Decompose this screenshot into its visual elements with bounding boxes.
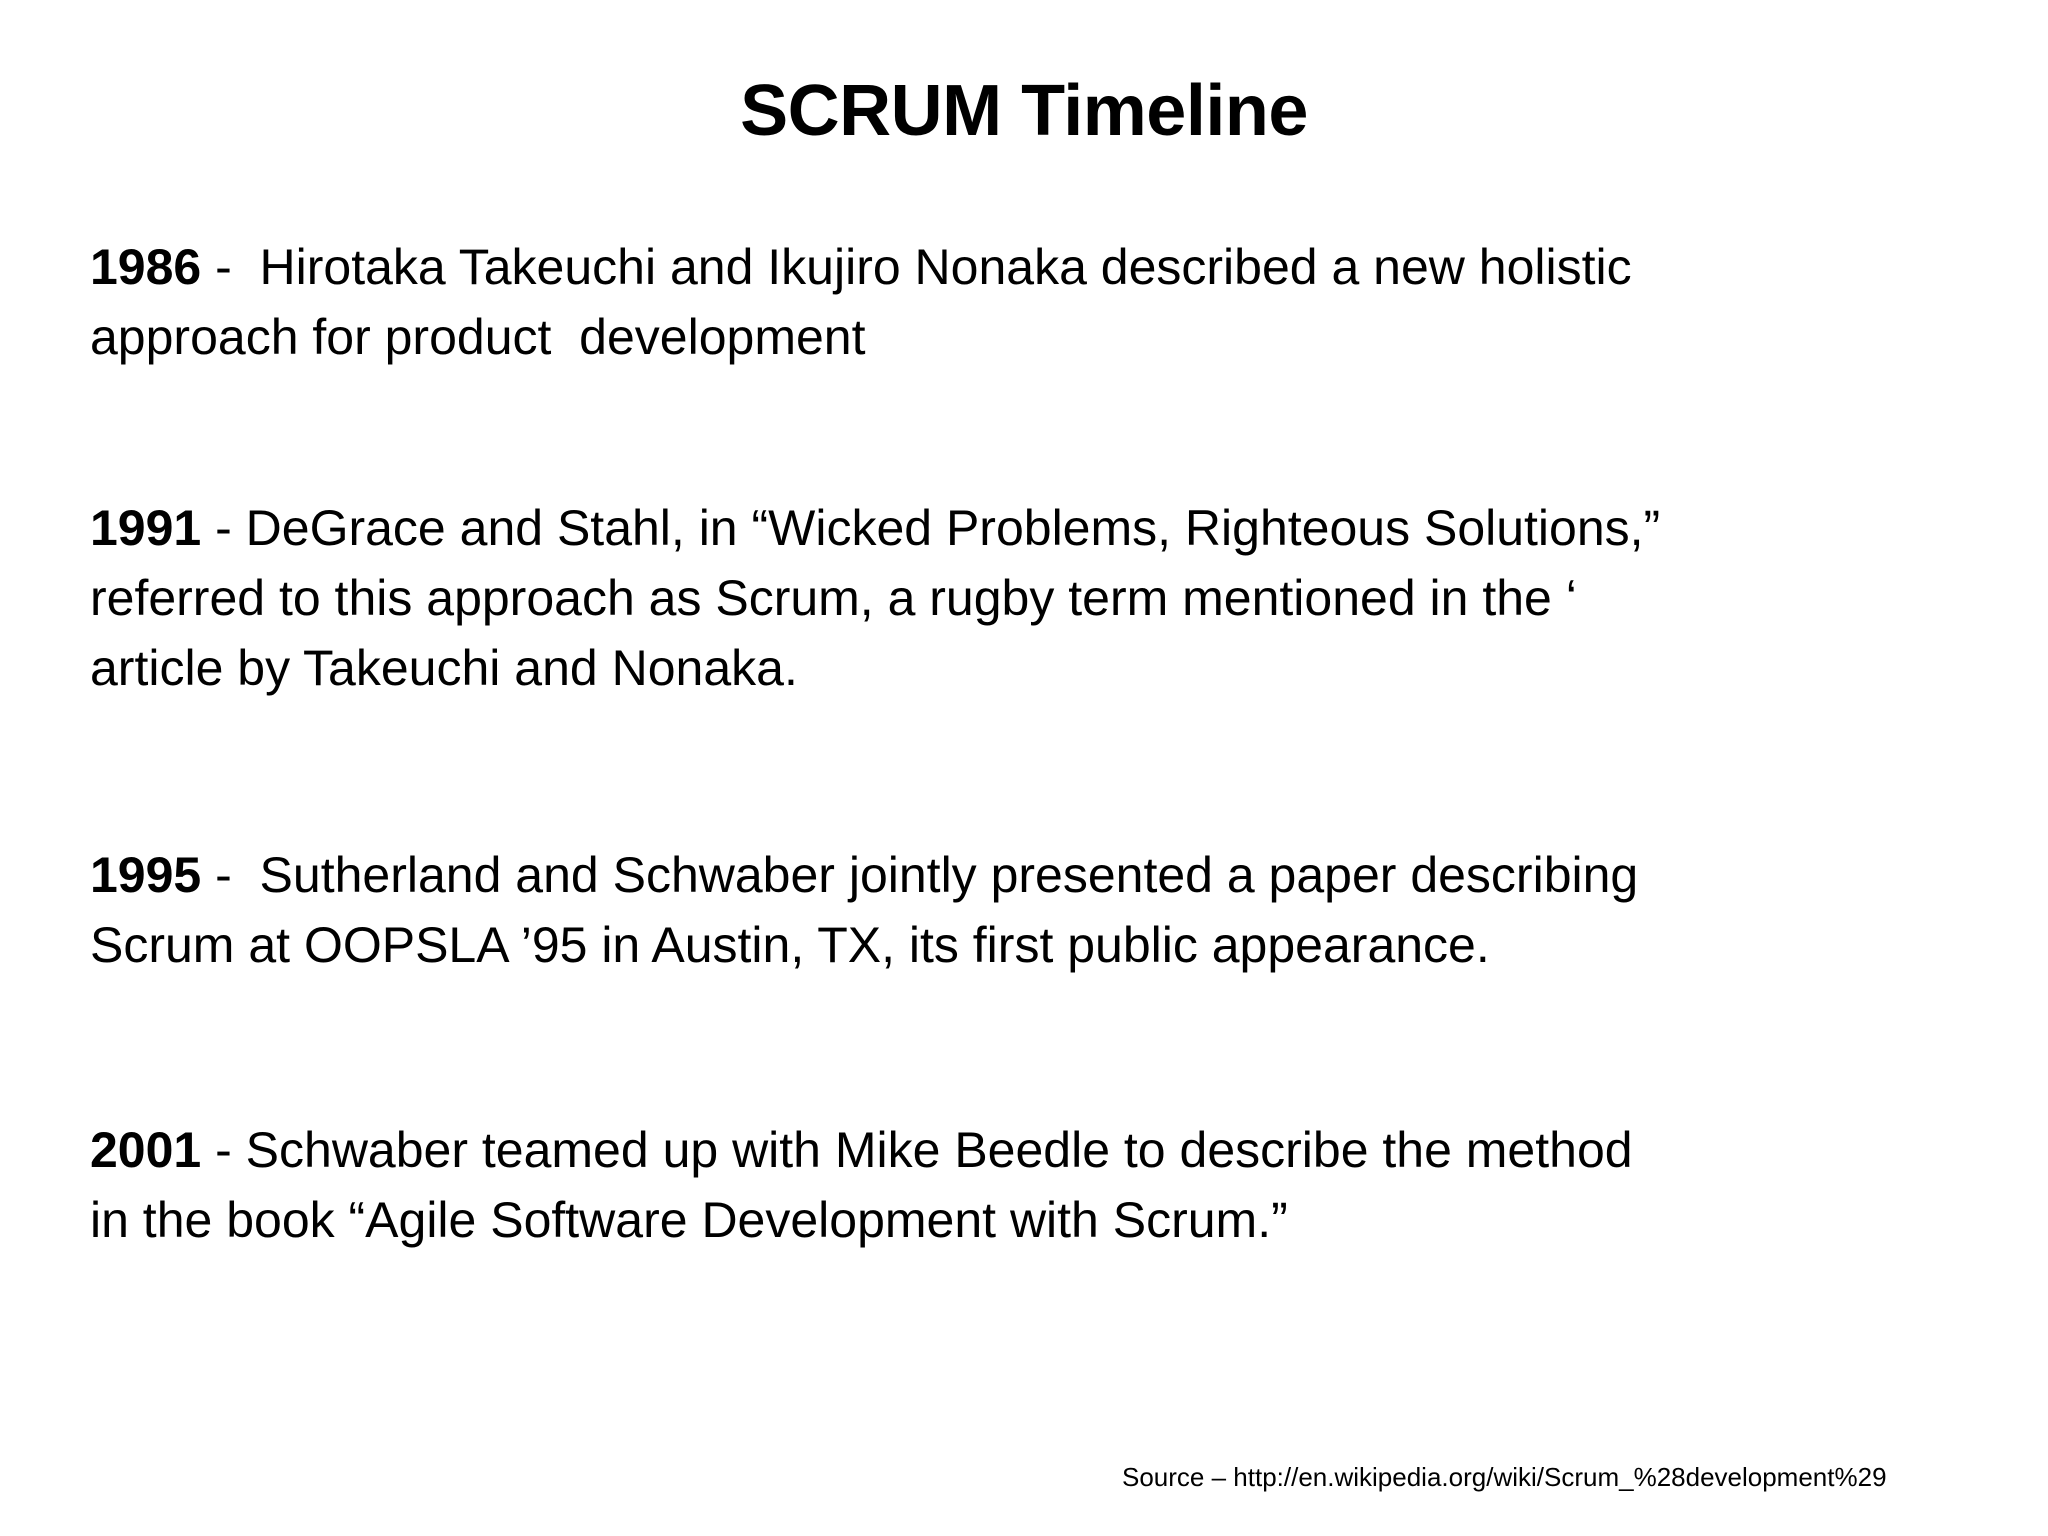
timeline-entry-1995 [90, 840, 1790, 980]
entry-year: 2001 [90, 1122, 202, 1178]
entry-line [90, 840, 1790, 910]
entry-line: Scrum at OOPSLA ’95 in Austin, TX, its first public appearance. [90, 917, 1490, 973]
timeline-entry-1986 [90, 232, 1790, 372]
entry-line [90, 493, 1790, 563]
entry-text: - DeGrace and Stahl, in “Wicked Problems, Righteous Solutions,” [201, 500, 1661, 556]
entry-year: 1995 [90, 847, 202, 903]
entry-line: referred to this approach as Scrum, a rugby term mentioned in the ‘ [90, 570, 1577, 626]
timeline-entry-1991 [90, 493, 1790, 703]
entry-text: - Hirotaka Takeuchi and Ikujiro Nonaka described a new holistic [201, 239, 1632, 295]
entry-text: - Sutherland and Schwaber jointly presented a paper describing [201, 847, 1639, 903]
slide-title: SCRUM Timeline [740, 71, 1308, 151]
entry-year: 1986 [90, 239, 202, 295]
timeline-entry-2001 [90, 1115, 1790, 1255]
entry-line: in the book “Agile Software Development with Scrum.” [90, 1192, 1288, 1248]
entry-text: - Schwaber teamed up with Mike Beedle to describe the method [201, 1122, 1633, 1178]
entry-line [90, 232, 1790, 302]
entry-year: 1991 [90, 500, 202, 556]
source-citation: Source – http://en.wikipedia.org/wiki/Scrum_%28development%29 [1122, 1462, 1887, 1492]
entry-line: article by Takeuchi and Nonaka. [90, 640, 798, 696]
entry-line [90, 1115, 1790, 1185]
entry-line: approach for product development [90, 309, 866, 365]
